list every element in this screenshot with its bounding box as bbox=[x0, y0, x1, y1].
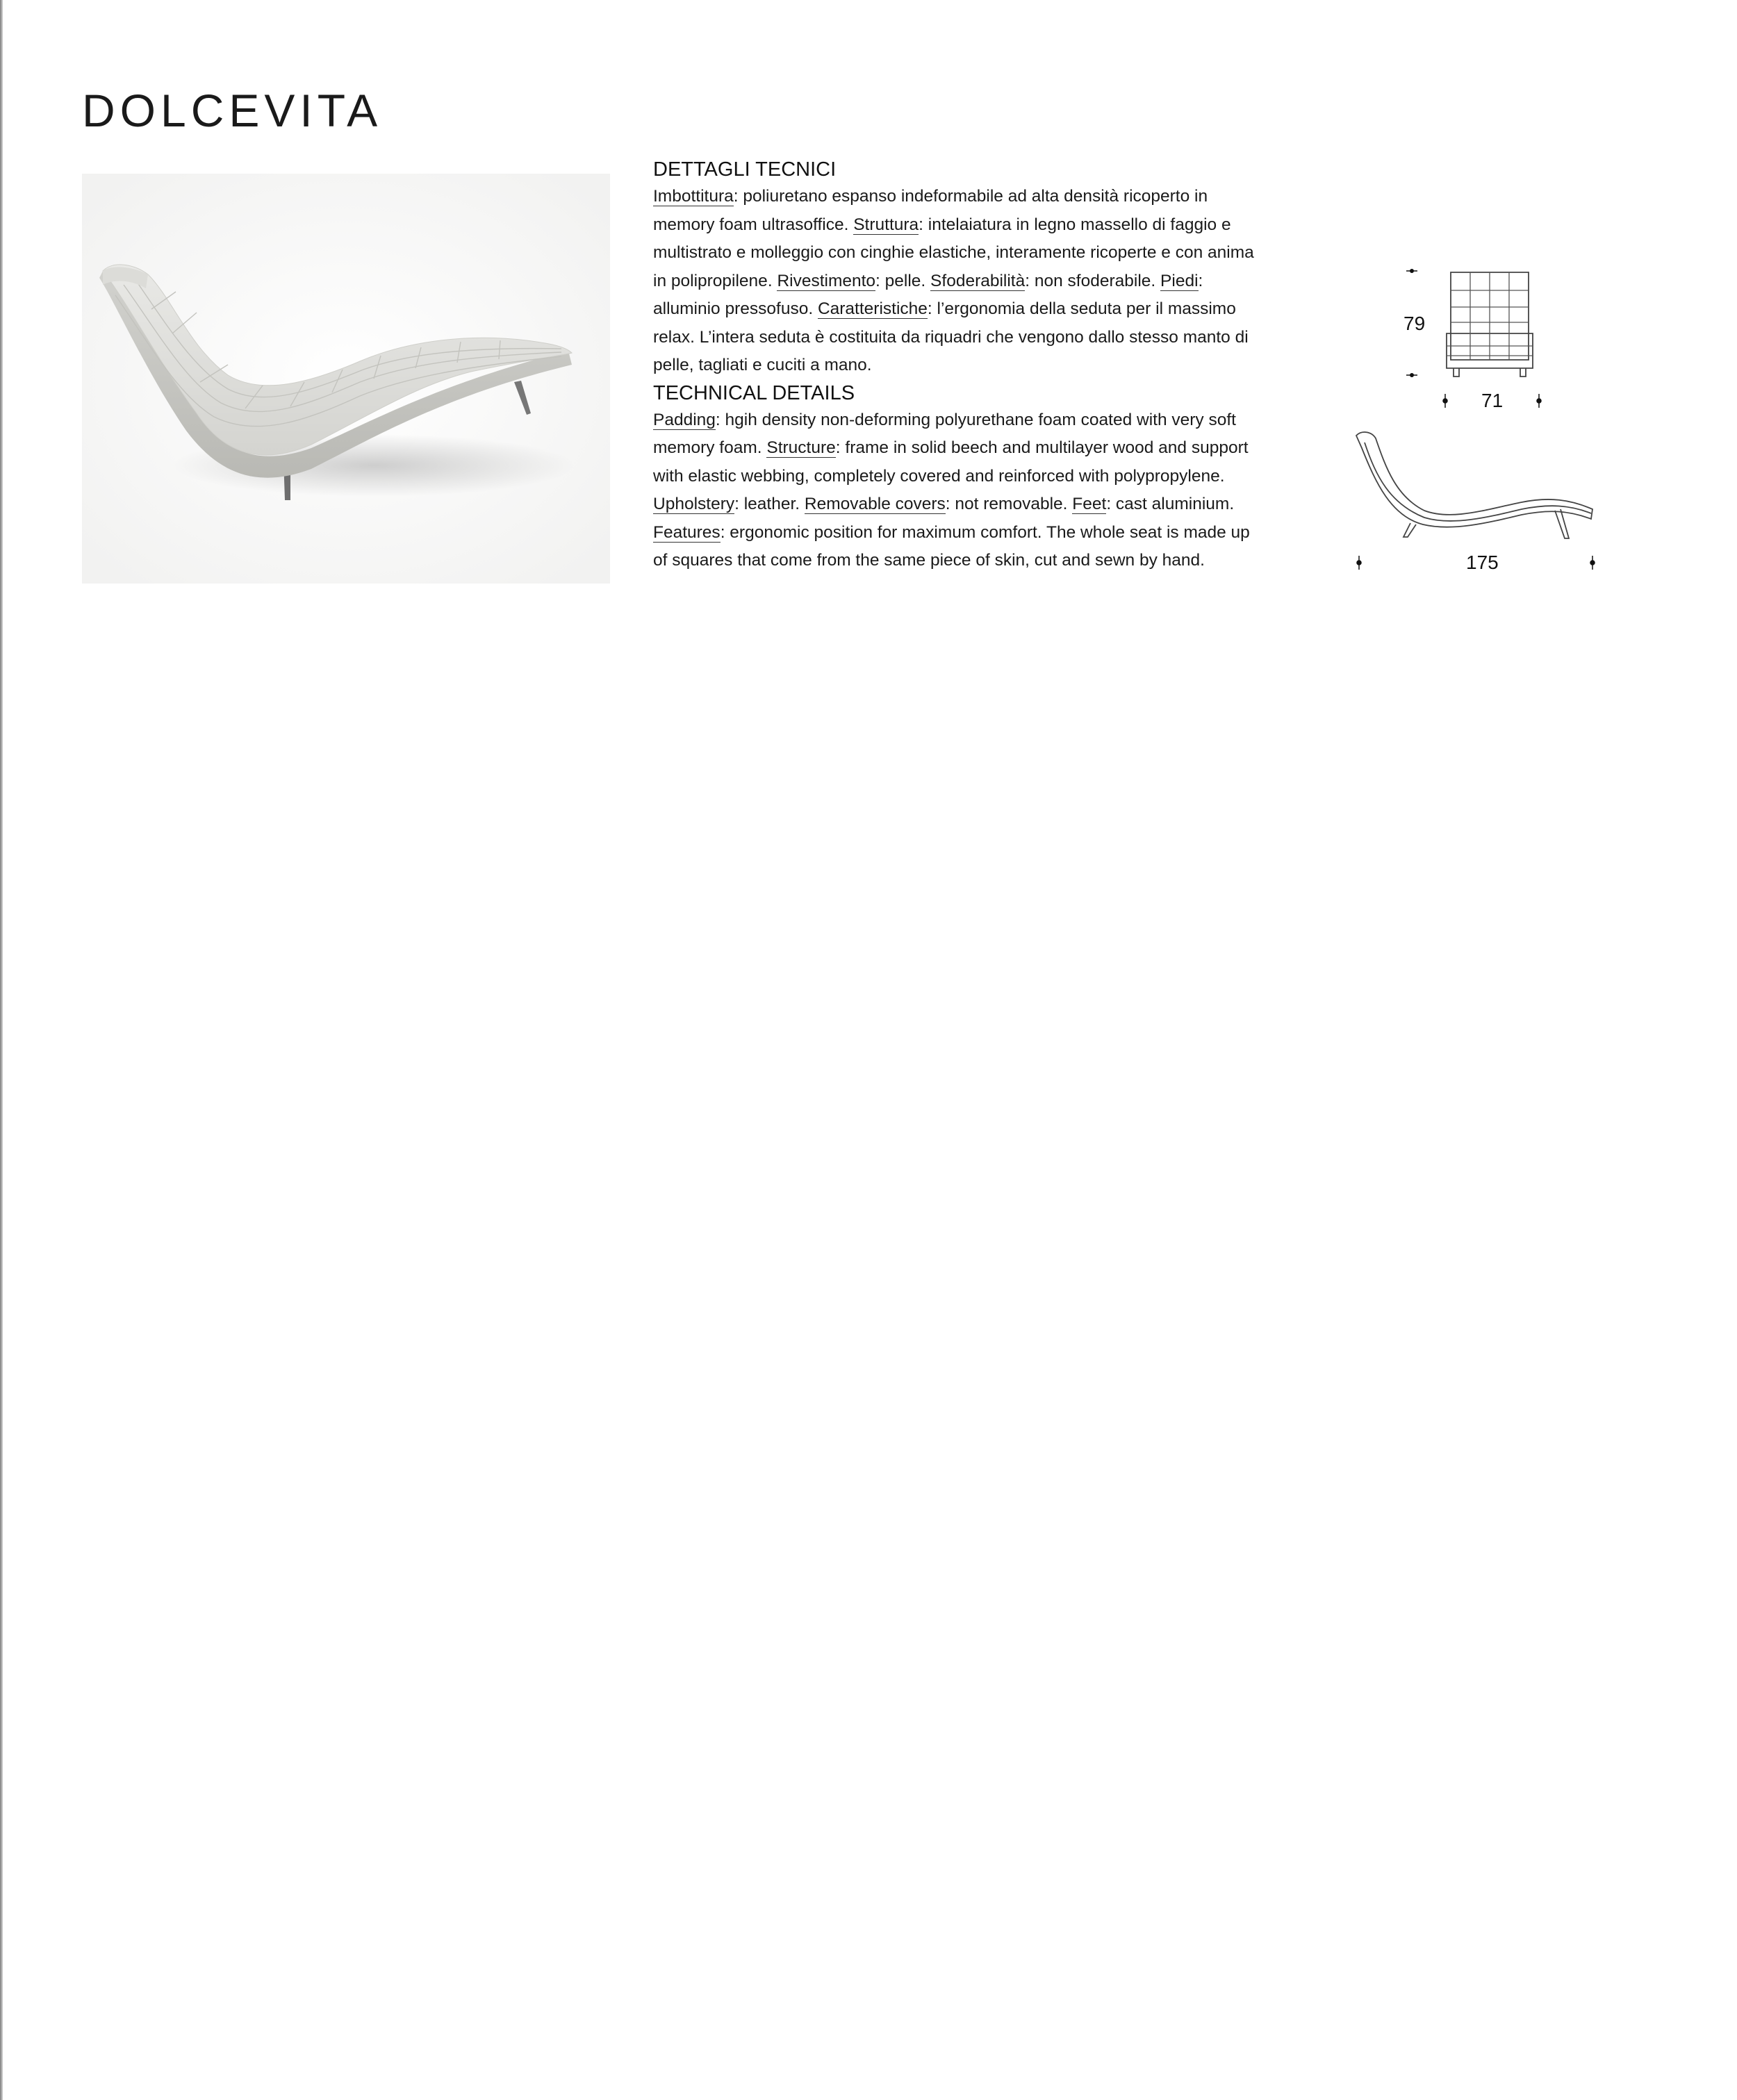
term-struttura: Struttura bbox=[853, 215, 919, 234]
term-rivestimento: Rivestimento bbox=[777, 271, 876, 290]
desc-struttura: : intelaiatura in legno massello di faggio e multistrato e molleggio con cinghie elastiche, interamente ricoperte e con anima in polipropilene. bbox=[653, 215, 1254, 290]
italian-paragraph bbox=[653, 183, 1265, 380]
length-dimension: 175 bbox=[1466, 552, 1499, 573]
desc-sfoderabilita: : non sfoderabile. bbox=[1025, 271, 1161, 290]
term-features: Features bbox=[653, 522, 721, 542]
page-edge bbox=[0, 0, 3, 2100]
desc-piedi: : alluminio pressofuso. bbox=[653, 271, 1203, 318]
product-photo bbox=[82, 174, 610, 584]
english-heading: TECHNICAL DETAILS bbox=[653, 381, 855, 404]
term-upholstery: Upholstery bbox=[653, 495, 735, 513]
height-dimension: 79 bbox=[1403, 313, 1426, 334]
desc-upholstery: : leather. bbox=[734, 495, 805, 513]
term-piedi: Piedi bbox=[1160, 271, 1199, 290]
side-view-drawing bbox=[1348, 427, 1598, 545]
term-feet: Feet bbox=[1072, 495, 1107, 513]
desc-structure: : frame in solid beech and multilayer wood and support with elastic webbing, completely covered and reinforced with polypropylene. bbox=[653, 438, 1249, 486]
desc-padding: : hgih density non-deforming polyurethane foam coated with very soft memory foam. bbox=[653, 410, 1236, 457]
desc-caratteristiche: : l’ergonomia della seduta per il massimo relax. L’intera seduta è costituita da riquadri che vengono dallo stesso manto di pelle, tagliati e cuciti a mano. bbox=[653, 299, 1249, 374]
technical-details-column bbox=[653, 156, 1265, 575]
desc-imbottitura: : poliuretano espanso indeformabile ad alta densità ricoperto in memory foam ultrasoffice. bbox=[653, 187, 1208, 234]
term-padding: Padding bbox=[653, 410, 716, 429]
term-sfoderabilita: Sfoderabilità bbox=[930, 271, 1026, 290]
term-caratteristiche: Caratteristiche bbox=[817, 299, 928, 318]
term-removable-covers: Removable covers bbox=[804, 495, 946, 513]
desc-features: : ergonomic position for maximum comfort. The whole seat is made up of squares that come from the same piece of skin, cut and sewn by hand. bbox=[653, 522, 1250, 570]
page-title: DOLCEVITA bbox=[82, 85, 383, 136]
desc-feet: : cast aluminium. bbox=[1106, 495, 1235, 513]
english-paragraph bbox=[653, 406, 1265, 575]
term-structure: Structure bbox=[766, 438, 836, 457]
desc-rivestimento: : pelle. bbox=[875, 271, 931, 290]
desc-removable-covers: : not removable. bbox=[945, 495, 1073, 513]
italian-heading: DETTAGLI TECNICI bbox=[653, 158, 837, 181]
width-dimension: 71 bbox=[1481, 390, 1504, 411]
term-imbottitura: Imbottitura bbox=[653, 187, 734, 206]
